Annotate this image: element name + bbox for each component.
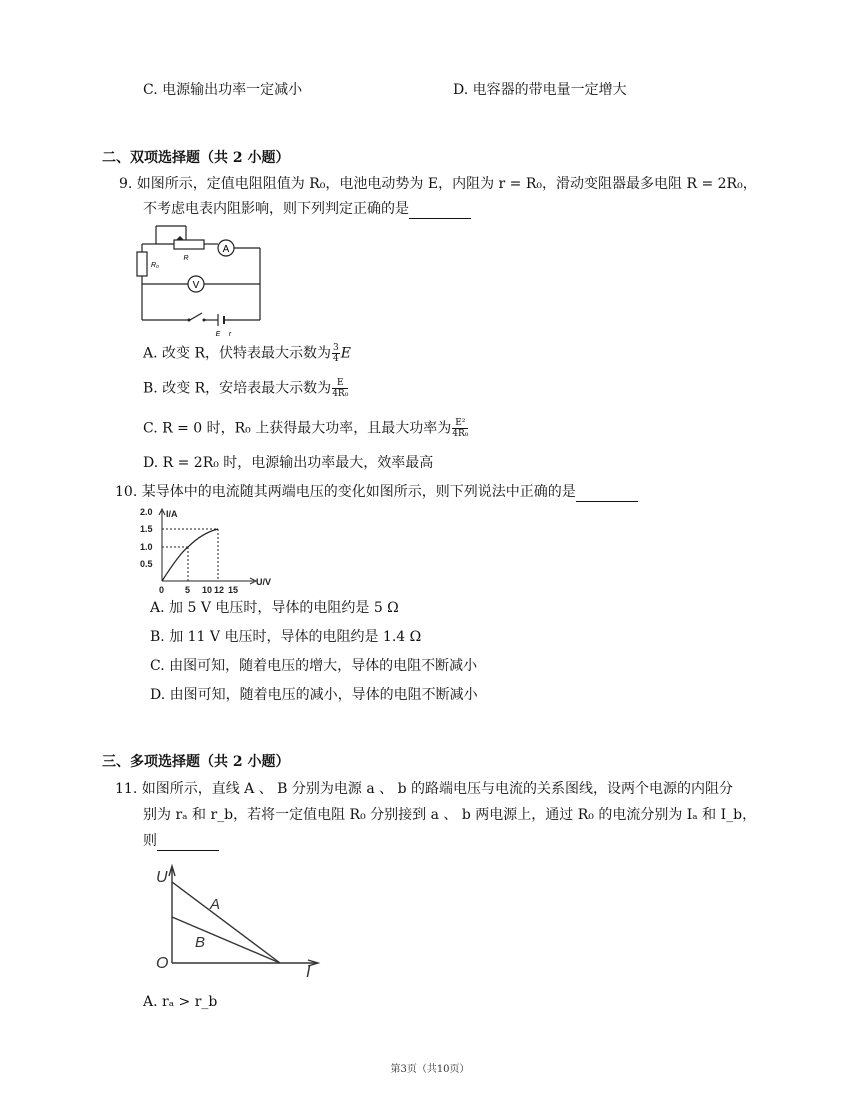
origin-label: O — [156, 955, 169, 972]
rheostat-r — [174, 240, 204, 249]
ytick-2-0: 2.0 — [140, 507, 153, 517]
section-title-3: 三、多项选择题（共 2 小题） — [102, 754, 290, 770]
line-a-label: A — [210, 896, 221, 913]
q9-option-d: D. R = 2R₀ 时，电源输出功率最大，效率最高 — [143, 455, 434, 471]
page-footer: 第3页（共10页） — [390, 1064, 470, 1075]
chart-x-label: U/V — [256, 577, 272, 587]
xtick-15: 15 — [228, 585, 239, 595]
ytick-1-5: 1.5 — [140, 524, 153, 534]
rheostat-label: R — [183, 255, 189, 262]
xtick-0: 0 — [159, 585, 165, 595]
q9-option-c: C. R = 0 时，R₀ 上获得最大功率，且最大功率为 $\frac{\text{E²}}{\text{4R₀}}$ — [143, 418, 469, 439]
q9-stem-line2 — [143, 199, 471, 219]
q10-option-a: A. 加 5 V 电压时，导体的电阻约是 5 Ω — [150, 600, 399, 616]
q10-iu-chart — [140, 505, 282, 597]
section-title-2: 二、双项选择题（共 2 小题） — [102, 150, 290, 166]
q10-option-c: C. 由图可知，随着电压的增大，导体的电阻不断减小 — [150, 658, 478, 674]
axis-u-label: U — [156, 869, 168, 886]
resistor-r0 — [137, 252, 147, 276]
q9-option-a: A. 改变 R，伏特表最大示数为 $\frac{3}{4}$ E — [143, 343, 351, 364]
xtick-5: 5 — [185, 585, 191, 595]
xtick-12: 12 — [214, 585, 225, 595]
ammeter-label: A — [222, 244, 230, 255]
q8-option-d: D. 电容器的带电量一定增大 — [453, 82, 627, 98]
q11-answer-blank — [157, 836, 219, 851]
q9-answer-blank — [409, 204, 471, 219]
r0-label: R₀ — [151, 262, 160, 269]
ytick-0-5: 0.5 — [140, 559, 153, 569]
q9-stem-line1: 9. 如图所示，定值电阻阻值为 R₀，电池电动势为 E，内阻为 r = R₀，滑动变阻器最多电阻 R = 2R₀， — [119, 176, 757, 192]
q8-option-c: C. 电源输出功率一定减小 — [143, 82, 303, 98]
internal-r-label: r — [228, 331, 232, 338]
q9-stem-text: 不考虑电表内阻影响，则下列判定正确的是 — [143, 201, 409, 217]
ytick-1-0: 1.0 — [140, 542, 153, 552]
q11-stem-line1: 11. 如图所示，直线 A 、 B 分别为电源 a 、 b 的路端电压与电流的关系图线，设两个电源的内阻分 — [115, 781, 734, 797]
q10-option-b: B. 加 11 V 电压时，导体的电阻约是 1.4 Ω — [150, 629, 422, 645]
q11-option-a: A. rₐ > r_b — [143, 994, 218, 1010]
q10-stem: 10. 某导体中的电流随其两端电压的变化如图所示，则下列说法中正确的是 — [115, 482, 638, 502]
q11-stem-line3: 则 — [143, 831, 219, 851]
q10-option-d: D. 由图可知，随着电压的减小，导体的电阻不断减小 — [150, 687, 478, 703]
xtick-10: 10 — [202, 585, 213, 595]
q9-circuit-figure — [132, 222, 264, 340]
q10-answer-blank — [576, 487, 638, 502]
q9-option-b: B. 改变 R，安培表最大示数为 $\frac{E}{\text{4R₀}}$ — [143, 378, 349, 399]
voltmeter-label: V — [192, 280, 200, 291]
q11-ui-graph — [150, 860, 325, 980]
emf-label: E — [215, 331, 221, 338]
axis-i-label: I — [306, 964, 311, 980]
q11-stem-line2: 别为 rₐ 和 r_b，若将一定值电阻 R₀ 分别接到 a 、 b 两电源上，通过 R₀ 的电流分别为 Iₐ 和 I_b， — [143, 807, 757, 823]
chart-y-label: I/A — [166, 509, 178, 519]
line-b-label: B — [195, 934, 206, 951]
